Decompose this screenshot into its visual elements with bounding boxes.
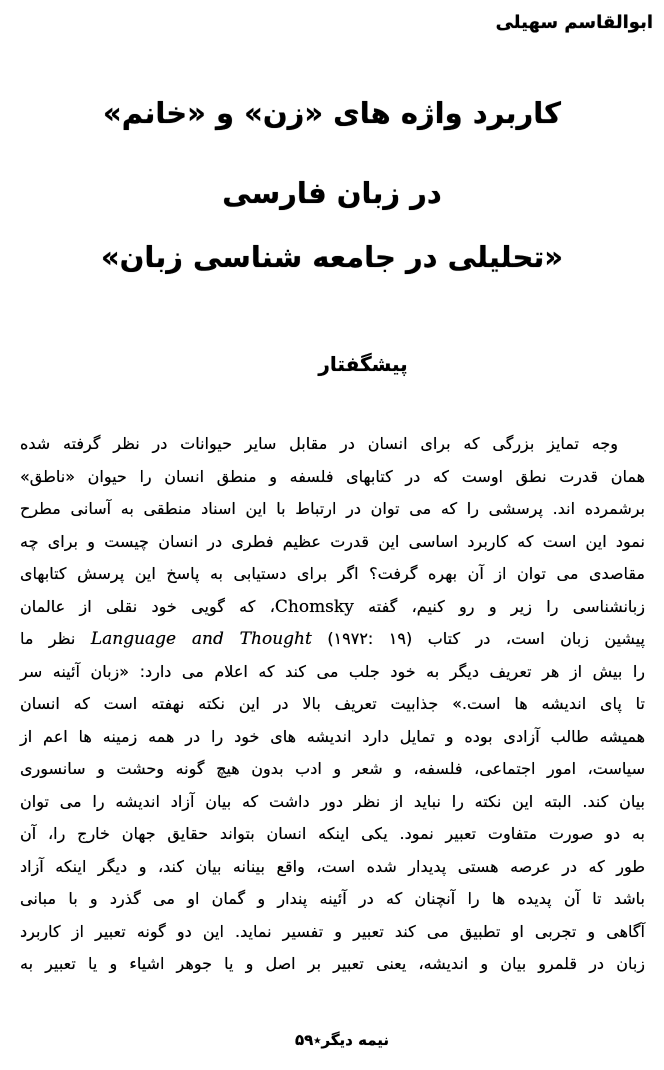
body-line: باشد تا آن پدیده ها را آنچنان که در آئینه پندار و گمان او می گذرد و با مبانی — [20, 889, 645, 908]
chomsky-name: Chomsky — [274, 596, 354, 617]
body-line: برشمرده اند. پرسشی را که می توان در ارتباط با این اسناد منطقی به آسانی مطرح — [20, 499, 645, 518]
preface-heading: پیشگفتار — [318, 352, 408, 376]
body-line — [20, 623, 645, 656]
body-line-text: پیشین زبان است، در کتاب — [427, 629, 645, 648]
body-line: طور که در عرصه هستی پدیدار شده است، واقع بینانه بیان کند، و دیگر اینکه آزاد — [20, 856, 645, 876]
article-subtitle: «تحلیلی در جامعه شناسی زبان» — [100, 240, 564, 274]
body-line: زبان در قلمرو بیان و اندیشه، یعنی تعبیر بر اصل و یا جوهر اشیاء و یا تعبیر به — [20, 954, 645, 973]
body-line: بیان کند. البته این نکته را نباید از نظر دور داشت که بیان آزاد اندیشه را می توان — [20, 791, 645, 811]
body-line-text: زبانشناسی را زیر و رو کنیم، گفته — [368, 596, 645, 616]
body-line — [20, 591, 645, 624]
article-title-line-2: در زبان فارسی — [222, 176, 442, 210]
page-number: ٭۵۹ — [294, 1031, 322, 1049]
book-title-latin: Language and Thought — [90, 629, 312, 649]
body-line: به دو صورت متفاوت تعبیر نمود. یکی اینکه انسان بتواند حقایق جهان خارج را، آن — [20, 824, 645, 843]
body-line: همان قدرت نطق اوست که در کتابهای فلسفه و منطق انسان را حیوان «ناطق» — [20, 466, 645, 486]
body-line: آگاهی و تجربی او تطبیق می کند تعبیر و تفسیر نماید. این دو گونه تعبیر از کاربرد — [20, 921, 645, 941]
body-line-text: ، که گویی خود نقلی از عالمان — [20, 596, 275, 616]
body-line: نمود این است که کاربرد اساسی این قدرت عظیم فطری در انسان چیست و برای چه — [20, 531, 645, 551]
body-line: سیاست، امور اجتماعی، فلسفه، و شعر و ادب بدون هیچ گونه وحشت و سانسوری — [20, 759, 645, 778]
body-paragraph — [20, 428, 645, 981]
body-line: تا پای اندیشه ها است.» جذابیت تعریف بالا در این نکته نهفته است که انسان — [20, 694, 645, 713]
body-line: مقاصدی می توان از آن بهره گرفت؟ اگر برای دستیابی به پاسخ این پرسش کتابهای — [20, 564, 645, 583]
article-title-line-1: کاربرد واژه های «زن» و «خانم» — [103, 96, 561, 130]
body-line: را بیش از هر تعریف دیگر به خود جلب می کند که اعلام می دارد: «زبان آئینه سر — [20, 661, 645, 681]
body-line: همیشه طالب آزادی بوده و تمایل دارد اندیشه های خود را در همه زمینه ها اعم از — [20, 726, 645, 746]
body-line: وجه تمایز بزرگی که برای انسان در مقابل سایر حیوانات در نظر گرفته شده — [20, 434, 618, 453]
citation-reference: (۱۹۷۲: ۱۹) نظر ما — [20, 629, 413, 648]
journal-name: نیمه دیگر — [321, 1031, 389, 1049]
author-name: ابوالقاسم سهیلی — [495, 12, 653, 33]
page-footer — [20, 1031, 664, 1049]
